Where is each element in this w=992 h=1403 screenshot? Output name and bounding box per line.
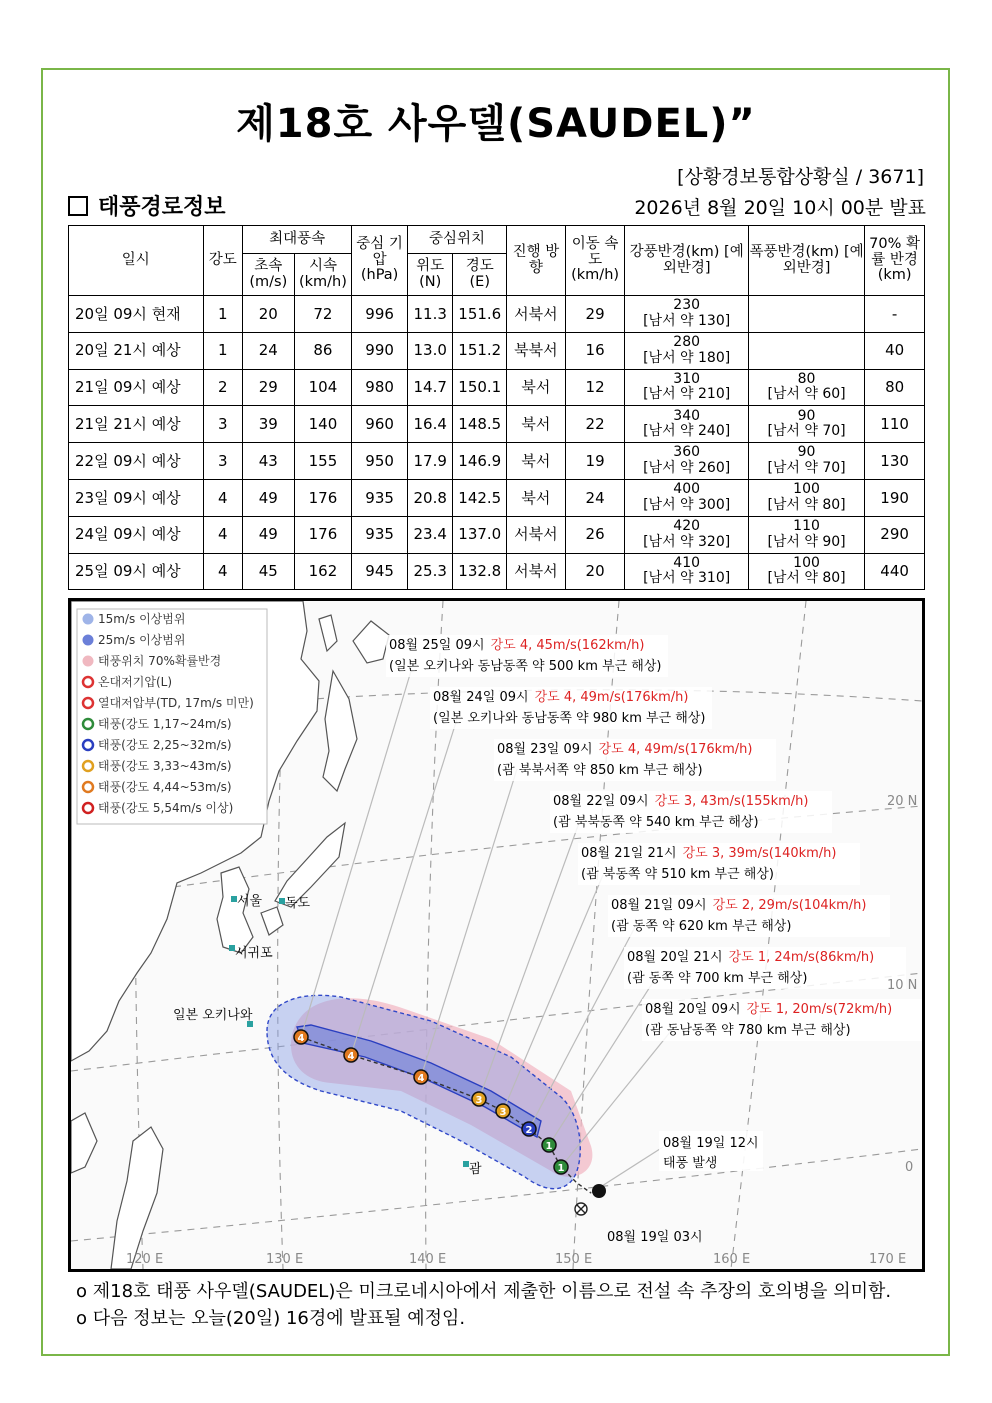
cell-wind-kmh: 86 bbox=[294, 332, 352, 369]
annotation-location: (괌 북북서쪽 약 850 km 부근 해상) bbox=[497, 763, 703, 778]
legend-label: 태풍(강도 5,54m/s 이상) bbox=[98, 801, 234, 815]
lon-label-160: 160 E bbox=[713, 1252, 751, 1267]
cell-time: 20일 09시 현재 bbox=[69, 296, 204, 333]
storm-radius-exception: [남서 약 80] bbox=[767, 496, 846, 513]
header-lat: 위도 (N) bbox=[407, 254, 453, 296]
table-row bbox=[69, 369, 925, 406]
strong-radius-exception: [남서 약 300] bbox=[643, 496, 731, 513]
cell-time: 22일 09시 예상 bbox=[69, 443, 204, 480]
cell-lon: 151.2 bbox=[453, 332, 507, 369]
place-seoul: 서울 bbox=[237, 894, 263, 909]
legend-swatch-icon bbox=[83, 761, 93, 771]
cell-lat: 20.8 bbox=[407, 479, 453, 516]
header-position: 중심위치 bbox=[407, 226, 506, 254]
cell-speed: 22 bbox=[565, 406, 625, 443]
cell-wind-ms: 39 bbox=[243, 406, 295, 443]
legend-item bbox=[83, 611, 185, 626]
cell-wind-ms: 29 bbox=[243, 369, 295, 406]
note-2: o 다음 정보는 오늘(20일) 16경에 발표될 예정임. bbox=[76, 1308, 466, 1329]
legend-swatch-icon bbox=[83, 698, 93, 708]
legend-label: 태풍(강도 1,17~24m/s) bbox=[98, 717, 232, 731]
storm-radius-value: 110 bbox=[793, 518, 820, 534]
cell-wind-kmh: 140 bbox=[294, 406, 352, 443]
cell-lon: 132.8 bbox=[453, 553, 507, 590]
strong-radius-value: 420 bbox=[673, 518, 701, 534]
cell-storm-radius bbox=[748, 369, 864, 406]
annotation-time: 08월 22일 09시 bbox=[553, 794, 649, 809]
track-annotation bbox=[642, 999, 922, 1041]
legend-swatch-icon bbox=[83, 803, 93, 813]
typhoon-symbol-icon bbox=[522, 1122, 536, 1136]
td-start-icon bbox=[592, 1184, 606, 1198]
cell-pressure: 990 bbox=[352, 332, 408, 369]
strong-radius-exception: [남서 약 180] bbox=[643, 349, 731, 366]
table-row bbox=[69, 516, 925, 553]
legend-swatch-icon bbox=[83, 635, 93, 645]
cell-strong-radius bbox=[625, 516, 748, 553]
legend-item bbox=[83, 758, 232, 773]
annotation-location: (괌 동쪽 약 700 km 부근 해상) bbox=[627, 971, 808, 986]
legend-item bbox=[83, 653, 221, 668]
cell-speed: 16 bbox=[565, 332, 625, 369]
cell-intensity: 1 bbox=[203, 296, 242, 333]
annotation-location: (일본 오키나와 동남동쪽 약 980 km 부근 해상) bbox=[433, 711, 706, 726]
legend-swatch-icon bbox=[83, 719, 93, 729]
legend-swatch-icon bbox=[83, 740, 93, 750]
legend-label: 태풍(강도 4,44~53m/s) bbox=[98, 780, 232, 794]
typhoon-symbol-label: 3 bbox=[475, 1095, 483, 1106]
annotation-intensity: 강도 4, 49m/s(176km/h) bbox=[598, 742, 753, 757]
cell-speed: 19 bbox=[565, 443, 625, 480]
legend-item bbox=[83, 779, 232, 794]
storm-radius-exception: [남서 약 80] bbox=[767, 570, 846, 587]
cell-storm-radius bbox=[748, 332, 864, 369]
table-row bbox=[69, 406, 925, 443]
cell-wind-ms: 20 bbox=[243, 296, 295, 333]
annotation-time: 08월 20일 21시 bbox=[627, 950, 723, 965]
cell-storm-radius bbox=[748, 406, 864, 443]
header-strong-radius: 강풍반경(km) [예외반경] bbox=[625, 226, 748, 296]
lon-label-130: 130 E bbox=[266, 1252, 304, 1267]
track-annotation bbox=[624, 947, 906, 989]
issued-time: 2026년 8월 20일 10시 00분 발표 bbox=[634, 197, 926, 219]
typhoon-symbol-label: 1 bbox=[545, 1141, 553, 1152]
lat-label-10: 10 N bbox=[887, 978, 918, 993]
storm-radius-value: 100 bbox=[793, 554, 820, 571]
table-row bbox=[69, 332, 925, 369]
cell-lon: 142.5 bbox=[453, 479, 507, 516]
typhoon-track-map bbox=[68, 598, 925, 1272]
cell-strong-radius bbox=[625, 406, 748, 443]
header-lon: 경도 (E) bbox=[453, 254, 507, 296]
cell-wind-kmh: 162 bbox=[294, 553, 352, 590]
typhoon-symbol-label: 2 bbox=[525, 1125, 533, 1136]
storm-radius-exception: [남서 약 70] bbox=[767, 423, 846, 440]
strong-radius-exception: [남서 약 310] bbox=[643, 570, 731, 587]
storm-radius-value: 90 bbox=[797, 444, 816, 461]
legend-swatch-icon bbox=[83, 782, 93, 792]
td-time: 08월 19일 03시 bbox=[607, 1230, 703, 1245]
cell-lat: 25.3 bbox=[407, 553, 453, 590]
annotation-location: (일본 오키나와 동남동쪽 약 500 km 부근 해상) bbox=[389, 659, 662, 674]
cell-direction: 북서 bbox=[507, 406, 566, 443]
cell-wind-kmh: 176 bbox=[294, 479, 352, 516]
cell-speed: 20 bbox=[565, 553, 625, 590]
annotation-intensity: 강도 3, 43m/s(155km/h) bbox=[654, 794, 809, 809]
header-speed: 이동 속도 (km/h) bbox=[565, 226, 625, 296]
legend-label: 열대저압부(TD, 17m/s 미만) bbox=[98, 696, 254, 710]
header-pressure: 중심 기압 (hPa) bbox=[352, 226, 408, 296]
cell-pressure: 935 bbox=[352, 479, 408, 516]
annotation-intensity: 강도 1, 24m/s(86km/h) bbox=[728, 950, 875, 965]
annotation-intensity: 강도 3, 39m/s(140km/h) bbox=[682, 846, 837, 861]
svg-text:08월 24일 09시강도 4, 49m/s(176km/h bbox=[433, 689, 689, 705]
annotation-intensity: 강도 2, 29m/s(104km/h) bbox=[712, 898, 867, 913]
strong-radius-value: 360 bbox=[673, 444, 701, 461]
cell-pressure: 945 bbox=[352, 553, 408, 590]
lon-label-140: 140 E bbox=[409, 1252, 447, 1267]
place-dokdo: 독도 bbox=[285, 896, 311, 911]
typhoon-track-table bbox=[68, 225, 925, 590]
cell-wind-ms: 49 bbox=[243, 516, 295, 553]
genesis-time: 08월 19일 12시 bbox=[663, 1136, 759, 1151]
cell-time: 20일 21시 예상 bbox=[69, 332, 204, 369]
cell-speed: 29 bbox=[565, 296, 625, 333]
cell-wind-ms: 49 bbox=[243, 479, 295, 516]
legend-label: 태풍(강도 2,25~32m/s) bbox=[98, 738, 232, 752]
annotation-time: 08월 21일 21시 bbox=[581, 846, 677, 861]
strong-radius-exception: [남서 약 260] bbox=[643, 460, 731, 477]
legend-label: 태풍(강도 3,33~43m/s) bbox=[98, 759, 232, 773]
map-svg bbox=[71, 601, 922, 1269]
strong-radius-value: 280 bbox=[673, 334, 701, 351]
table-row bbox=[69, 296, 925, 333]
header-max-wind: 최대풍속 bbox=[243, 226, 352, 254]
typhoon-symbol-icon bbox=[414, 1070, 428, 1084]
legend-swatch-icon bbox=[83, 677, 93, 687]
svg-text:08월 25일 09시강도 4, 45m/s(162km/h bbox=[389, 637, 645, 653]
typhoon-symbol-label: 3 bbox=[499, 1107, 507, 1118]
lat-label-0: 0 bbox=[905, 1160, 914, 1175]
map-legend bbox=[77, 609, 267, 824]
annotation-location: (괌 동남동쪽 약 780 km 부근 해상) bbox=[645, 1023, 851, 1038]
strong-radius-value: 410 bbox=[673, 554, 701, 571]
typhoon-symbol-label: 4 bbox=[347, 1051, 355, 1062]
svg-text:08월 21일 09시강도 2, 29m/s(104km/h bbox=[611, 897, 867, 913]
annotation-intensity: 강도 1, 20m/s(72km/h) bbox=[746, 1002, 893, 1017]
storm-radius-exception: [남서 약 60] bbox=[767, 386, 846, 403]
cell-lat: 17.9 bbox=[407, 443, 453, 480]
cell-lon: 148.5 bbox=[453, 406, 507, 443]
cell-lat: 23.4 bbox=[407, 516, 453, 553]
lon-label-170: 170 E bbox=[869, 1252, 907, 1267]
annotation-time: 08월 24일 09시 bbox=[433, 690, 529, 705]
header-intensity: 강도 bbox=[203, 226, 242, 296]
cell-prob-radius: 40 bbox=[865, 332, 925, 369]
cell-strong-radius bbox=[625, 553, 748, 590]
cell-intensity: 4 bbox=[203, 479, 242, 516]
track-annotation bbox=[494, 739, 776, 781]
svg-text:08월 20일 09시강도 1, 20m/s(72km/h) bbox=[645, 1001, 892, 1017]
strong-radius-exception: [남서 약 320] bbox=[643, 533, 731, 550]
annotation-time: 08월 25일 09시 bbox=[389, 638, 485, 653]
strong-radius-exception: [남서 약 130] bbox=[643, 312, 731, 329]
cell-wind-kmh: 155 bbox=[294, 443, 352, 480]
storm-radius-exception: [남서 약 70] bbox=[767, 460, 846, 477]
cell-prob-radius: - bbox=[865, 296, 925, 333]
legend-label: 온대저기압(L) bbox=[98, 675, 173, 689]
cell-direction: 북북서 bbox=[507, 332, 566, 369]
annotation-location: (괌 북동쪽 약 510 km 부근 해상) bbox=[581, 867, 774, 882]
table-row bbox=[69, 443, 925, 480]
legend-label: 15m/s 이상범위 bbox=[98, 612, 186, 626]
legend-label: 25m/s 이상범위 bbox=[98, 633, 186, 647]
annotation-time: 08월 23일 09시 bbox=[497, 742, 593, 757]
storm-radius-value: 80 bbox=[797, 370, 816, 387]
cell-time: 25일 09시 예상 bbox=[69, 553, 204, 590]
cell-pressure: 935 bbox=[352, 516, 408, 553]
cell-lon: 137.0 bbox=[453, 516, 507, 553]
cell-storm-radius bbox=[748, 516, 864, 553]
cell-time: 21일 21시 예상 bbox=[69, 406, 204, 443]
storm-radius-exception: [남서 약 90] bbox=[767, 533, 846, 550]
cell-storm-radius bbox=[748, 479, 864, 516]
cell-lat: 11.3 bbox=[407, 296, 453, 333]
genesis-text: 태풍 발생 bbox=[663, 1156, 718, 1171]
annotation-location: (괌 동쪽 약 620 km 부근 해상) bbox=[611, 919, 792, 934]
typhoon-symbol-icon bbox=[542, 1138, 556, 1152]
annotation-time: 08월 20일 09시 bbox=[645, 1002, 741, 1017]
cell-prob-radius: 290 bbox=[865, 516, 925, 553]
place-seogwipo: 서귀포 bbox=[235, 946, 273, 961]
section-title: 태풍경로정보 bbox=[98, 195, 226, 220]
svg-text:08월 21일 21시강도 3, 39m/s(140km/h bbox=[581, 845, 837, 861]
typhoon-symbol-icon bbox=[344, 1048, 358, 1062]
cell-prob-radius: 80 bbox=[865, 369, 925, 406]
typhoon-symbol-icon bbox=[294, 1030, 308, 1044]
cell-direction: 북서 bbox=[507, 369, 566, 406]
legend-item bbox=[83, 716, 232, 731]
cell-strong-radius bbox=[625, 296, 748, 333]
cell-pressure: 980 bbox=[352, 369, 408, 406]
strong-radius-value: 340 bbox=[673, 407, 701, 424]
cell-lat: 14.7 bbox=[407, 369, 453, 406]
track-annotation bbox=[608, 895, 890, 937]
typhoon-symbol-label: 1 bbox=[557, 1163, 565, 1174]
header-prob-radius: 70% 확률 반경 (km) bbox=[865, 226, 925, 296]
cell-prob-radius: 440 bbox=[865, 553, 925, 590]
cell-wind-kmh: 104 bbox=[294, 369, 352, 406]
track-annotation bbox=[386, 635, 668, 677]
cell-storm-radius bbox=[748, 443, 864, 480]
cell-storm-radius bbox=[748, 296, 864, 333]
strong-radius-value: 230 bbox=[673, 297, 701, 314]
legend-item bbox=[83, 632, 185, 647]
cell-lat: 13.0 bbox=[407, 332, 453, 369]
cell-intensity: 2 bbox=[203, 369, 242, 406]
cell-pressure: 950 bbox=[352, 443, 408, 480]
header-time: 일시 bbox=[69, 226, 204, 296]
cell-direction: 북서 bbox=[507, 443, 566, 480]
svg-text:08월 20일 21시강도 1, 24m/s(86km/h) bbox=[627, 949, 874, 965]
annotation-intensity: 강도 4, 49m/s(176km/h) bbox=[534, 690, 689, 705]
checkbox-square-icon bbox=[68, 196, 88, 216]
cell-intensity: 4 bbox=[203, 553, 242, 590]
track-annotation bbox=[430, 687, 712, 729]
annotation-intensity: 강도 4, 45m/s(162km/h) bbox=[490, 638, 645, 653]
typhoon-symbol-label: 4 bbox=[297, 1033, 305, 1044]
note-1: o 제18호 태풍 사우델(SAUDEL)은 미크로네시아에서 제출한 이름으로 전설 속 추장의 호의병을 의미함. bbox=[76, 1281, 892, 1302]
cell-direction: 북서 bbox=[507, 479, 566, 516]
cell-pressure: 960 bbox=[352, 406, 408, 443]
legend-item bbox=[83, 695, 254, 710]
cell-wind-ms: 45 bbox=[243, 553, 295, 590]
page-title: 제18호 사우델(SAUDEL)” bbox=[236, 101, 756, 147]
cell-prob-radius: 130 bbox=[865, 443, 925, 480]
notes bbox=[76, 1278, 891, 1332]
lon-label-120: 120 E bbox=[126, 1252, 164, 1267]
cell-prob-radius: 110 bbox=[865, 406, 925, 443]
header-direction: 진행 방향 bbox=[507, 226, 566, 296]
cell-direction: 서북서 bbox=[507, 553, 566, 590]
cell-wind-kmh: 72 bbox=[294, 296, 352, 333]
cell-wind-ms: 24 bbox=[243, 332, 295, 369]
svg-text:08월 22일 09시강도 3, 43m/s(155km/h bbox=[553, 793, 809, 809]
cell-storm-radius bbox=[748, 553, 864, 590]
strong-radius-exception: [남서 약 240] bbox=[643, 423, 731, 440]
storm-radius-value: 100 bbox=[793, 481, 820, 498]
cell-lon: 146.9 bbox=[453, 443, 507, 480]
cell-intensity: 3 bbox=[203, 406, 242, 443]
legend-item bbox=[83, 800, 233, 815]
cell-intensity: 4 bbox=[203, 516, 242, 553]
cell-strong-radius bbox=[625, 369, 748, 406]
cell-pressure: 996 bbox=[352, 296, 408, 333]
cell-speed: 24 bbox=[565, 479, 625, 516]
header-wind-kmh: 시속 (km/h) bbox=[294, 254, 352, 296]
place-okinawa: 일본 오키나와 bbox=[173, 1008, 253, 1023]
lat-label-20: 20 N bbox=[887, 794, 918, 809]
cell-lon: 151.6 bbox=[453, 296, 507, 333]
header-storm-radius: 폭풍반경(km) [예외반경] bbox=[748, 226, 864, 296]
typhoon-symbol-icon bbox=[496, 1104, 510, 1118]
svg-text:08월 23일 09시강도 4, 49m/s(176km/h bbox=[497, 741, 753, 757]
lon-label-150: 150 E bbox=[555, 1252, 593, 1267]
cell-wind-ms: 43 bbox=[243, 443, 295, 480]
cell-direction: 서북서 bbox=[507, 516, 566, 553]
cell-lat: 16.4 bbox=[407, 406, 453, 443]
cell-wind-kmh: 176 bbox=[294, 516, 352, 553]
table-row bbox=[69, 553, 925, 590]
strong-radius-exception: [남서 약 210] bbox=[643, 386, 731, 403]
strong-radius-value: 310 bbox=[673, 370, 701, 387]
cell-direction: 서북서 bbox=[507, 296, 566, 333]
legend-label: 태풍위치 70%확률반경 bbox=[98, 654, 222, 668]
typhoon-symbol-label: 4 bbox=[417, 1073, 425, 1084]
track-annotation bbox=[578, 843, 860, 885]
annotation-location: (괌 북북동쪽 약 540 km 부근 해상) bbox=[553, 815, 759, 830]
storm-radius-value: 90 bbox=[797, 407, 816, 424]
typhoon-symbol-icon bbox=[554, 1160, 568, 1174]
office-label: [상황경보통합상황실 / 3671] bbox=[677, 166, 924, 188]
strong-radius-value: 400 bbox=[673, 481, 701, 498]
header-wind-ms: 초속 (m/s) bbox=[243, 254, 295, 296]
table-row bbox=[69, 479, 925, 516]
cell-prob-radius: 190 bbox=[865, 479, 925, 516]
legend-item bbox=[83, 737, 232, 752]
cell-strong-radius bbox=[625, 443, 748, 480]
cell-speed: 26 bbox=[565, 516, 625, 553]
cell-strong-radius bbox=[625, 479, 748, 516]
legend-swatch-icon bbox=[83, 656, 93, 666]
place-guam: 괌 bbox=[469, 1162, 482, 1177]
cell-speed: 12 bbox=[565, 369, 625, 406]
cell-strong-radius bbox=[625, 332, 748, 369]
cell-time: 21일 09시 예상 bbox=[69, 369, 204, 406]
cell-lon: 150.1 bbox=[453, 369, 507, 406]
track-annotation bbox=[550, 791, 832, 833]
legend-swatch-icon bbox=[83, 614, 93, 624]
section-heading bbox=[68, 190, 226, 221]
annotation-time: 08월 21일 09시 bbox=[611, 898, 707, 913]
cell-intensity: 1 bbox=[203, 332, 242, 369]
cell-time: 24일 09시 예상 bbox=[69, 516, 204, 553]
typhoon-symbol-icon bbox=[472, 1092, 486, 1106]
cell-time: 23일 09시 예상 bbox=[69, 479, 204, 516]
cell-intensity: 3 bbox=[203, 443, 242, 480]
